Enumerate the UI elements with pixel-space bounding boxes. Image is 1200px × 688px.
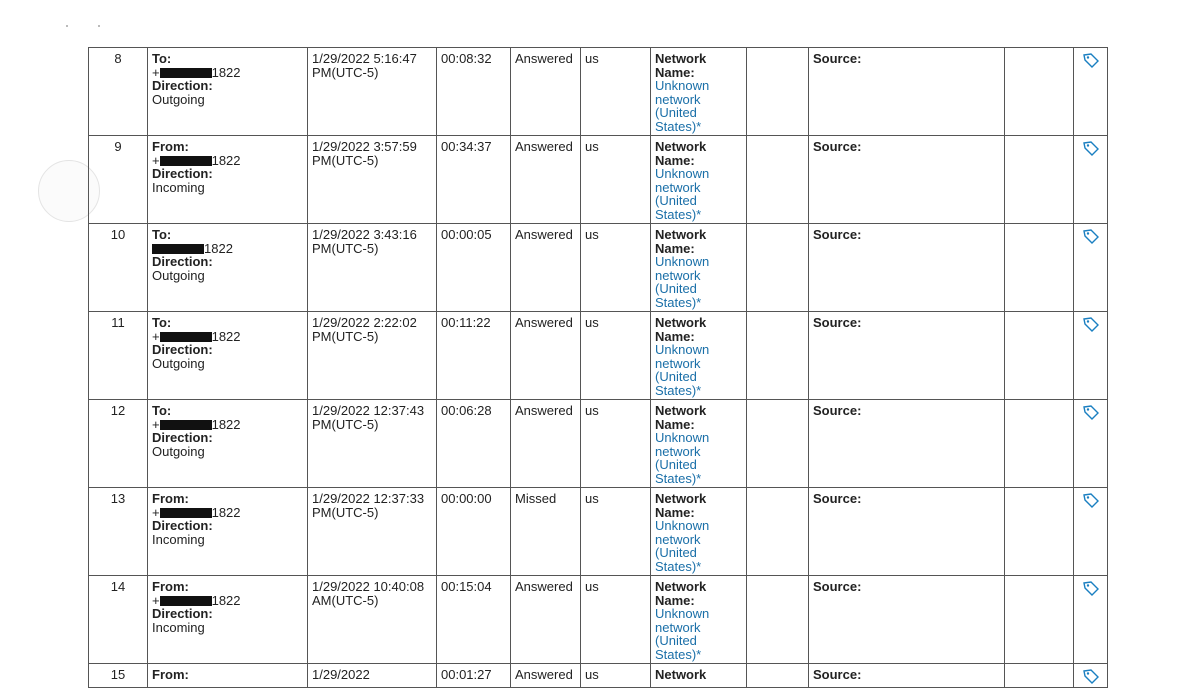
country-value: us — [585, 491, 599, 506]
direction-label: Direction: — [152, 342, 213, 357]
status-cell — [511, 664, 581, 688]
duration-value: 00:06:28 — [441, 403, 492, 418]
status-cell — [511, 488, 581, 576]
row-index — [89, 136, 148, 224]
row-index-value: 10 — [110, 227, 126, 242]
source-cell — [809, 48, 1005, 136]
country-value: us — [585, 315, 599, 330]
status-value: Answered — [515, 403, 573, 418]
empty-cell — [1005, 488, 1074, 576]
network-cell — [651, 664, 747, 688]
source-label: Source: — [813, 227, 862, 242]
redaction-bar — [160, 332, 212, 342]
direction-value: Incoming — [152, 179, 205, 195]
phone-number — [152, 66, 303, 80]
party-cell — [148, 576, 308, 664]
empty-cell — [747, 664, 809, 688]
network-label: Network Name: — [655, 491, 707, 520]
status-value: Answered — [515, 51, 573, 66]
timestamp-value: 1/29/2022 2:22:02 PM(UTC-5) — [312, 315, 417, 344]
direction-label: Direction: — [152, 606, 213, 621]
status-value: Answered — [515, 315, 573, 330]
tag-cell — [1074, 136, 1108, 224]
country-cell — [581, 48, 651, 136]
row-index-value: 9 — [114, 139, 122, 154]
phone-number — [152, 594, 303, 608]
tag-cell — [1074, 488, 1108, 576]
phone-suffix: 1822 — [211, 328, 241, 344]
empty-cell — [1005, 224, 1074, 312]
row-index-value: 15 — [110, 667, 126, 682]
table-row — [89, 576, 1108, 664]
row-index-value: 13 — [110, 491, 126, 506]
network-value: Unknown network (United States)* — [655, 342, 710, 398]
direction-value: Outgoing — [152, 355, 205, 371]
timestamp-value: 1/29/2022 3:43:16 PM(UTC-5) — [312, 227, 417, 256]
empty-cell — [1005, 312, 1074, 400]
duration-cell — [437, 224, 511, 312]
tag-icon — [1082, 320, 1100, 335]
phone-number — [152, 506, 303, 520]
timestamp-cell — [308, 400, 437, 488]
network-cell — [651, 488, 747, 576]
row-index — [89, 664, 148, 688]
tag-icon — [1082, 56, 1100, 71]
source-cell — [809, 488, 1005, 576]
network-value: Unknown network (United States)* — [655, 78, 710, 134]
status-cell — [511, 48, 581, 136]
status-cell — [511, 400, 581, 488]
row-index-value: 14 — [110, 579, 126, 594]
source-label: Source: — [813, 579, 862, 594]
country-cell — [581, 224, 651, 312]
redaction-bar — [160, 508, 212, 518]
party-cell — [148, 48, 308, 136]
table-row — [89, 400, 1108, 488]
source-cell — [809, 224, 1005, 312]
table-row — [89, 48, 1108, 136]
empty-cell — [747, 224, 809, 312]
phone-prefix: + — [152, 328, 160, 344]
country-cell — [581, 576, 651, 664]
country-cell — [581, 400, 651, 488]
redaction-bar — [160, 68, 212, 78]
direction-value: Outgoing — [152, 267, 205, 283]
row-index — [89, 488, 148, 576]
table-row — [89, 224, 1108, 312]
network-cell — [651, 224, 747, 312]
direction-label: Direction: — [152, 430, 213, 445]
network-value: Unknown network (United States)* — [655, 254, 710, 310]
duration-cell — [437, 576, 511, 664]
table-row — [89, 488, 1108, 576]
direction-value: Outgoing — [152, 91, 205, 107]
redaction-bar — [160, 596, 212, 606]
status-cell — [511, 576, 581, 664]
country-value: us — [585, 227, 599, 242]
table-row — [89, 136, 1108, 224]
network-label: Network Name: — [655, 579, 707, 608]
network-value: Unknown network (United States)* — [655, 430, 710, 486]
direction-value: Outgoing — [152, 443, 205, 459]
call-log-rows — [89, 48, 1108, 688]
direction-label: Direction: — [152, 254, 213, 269]
tag-cell — [1074, 224, 1108, 312]
direction-label: Direction: — [152, 166, 213, 181]
timestamp-cell — [308, 312, 437, 400]
row-index — [89, 48, 148, 136]
status-cell — [511, 312, 581, 400]
tag-cell — [1074, 312, 1108, 400]
phone-prefix: + — [152, 416, 160, 432]
duration-value: 00:34:37 — [441, 139, 492, 154]
tag-icon — [1082, 672, 1100, 687]
duration-cell-value: 00:01:27 — [441, 667, 492, 682]
table-row — [89, 312, 1108, 400]
party-cell — [148, 136, 308, 224]
direction-label: Direction: — [152, 518, 213, 533]
empty-cell — [1005, 576, 1074, 664]
network-cell — [651, 400, 747, 488]
source-cell — [809, 312, 1005, 400]
country-value: us — [585, 579, 599, 594]
tag-icon — [1082, 496, 1100, 511]
network-label: Network Name: — [655, 139, 707, 168]
source-cell-value: Source: — [813, 667, 862, 682]
timestamp-value: 1/29/2022 10:40:08 AM(UTC-5) — [312, 579, 425, 608]
party-cell — [148, 488, 308, 576]
redaction-bar — [160, 156, 212, 166]
row-index-value: 11 — [111, 315, 125, 330]
source-label: Source: — [813, 139, 862, 154]
duration-cell — [437, 664, 511, 688]
source-cell — [809, 664, 1005, 688]
status-value: Answered — [515, 579, 573, 594]
row-index — [89, 224, 148, 312]
row-index — [89, 312, 148, 400]
duration-value: 00:08:32 — [441, 51, 492, 66]
party-label: From: — [152, 491, 189, 506]
status-cell-value: Answered — [515, 667, 573, 682]
tag-cell — [1074, 664, 1108, 688]
status-value: Answered — [515, 139, 573, 154]
status-cell — [511, 224, 581, 312]
duration-cell — [437, 136, 511, 224]
network-label: Network Name: — [655, 315, 707, 344]
tag-icon — [1082, 144, 1100, 159]
party-cell — [148, 400, 308, 488]
party-label: To: — [152, 403, 172, 418]
row-index-value: 12 — [110, 403, 126, 418]
tag-cell — [1074, 576, 1108, 664]
phone-suffix: 1822 — [211, 592, 241, 608]
party-label: To: — [152, 51, 172, 66]
source-label: Source: — [813, 315, 862, 330]
row-index-value: 8 — [114, 51, 122, 66]
empty-cell — [747, 312, 809, 400]
network-value: Unknown network (United States)* — [655, 166, 710, 222]
empty-cell — [747, 488, 809, 576]
empty-cell — [747, 136, 809, 224]
redaction-bar — [160, 420, 212, 430]
network-cell — [651, 48, 747, 136]
phone-suffix: 1822 — [211, 504, 241, 520]
empty-cell — [747, 48, 809, 136]
tag-cell — [1074, 400, 1108, 488]
source-label: Source: — [813, 403, 862, 418]
phone-prefix: + — [152, 64, 160, 80]
phone-suffix: 1822 — [211, 152, 241, 168]
duration-value: 00:00:00 — [441, 491, 492, 506]
timestamp-cell-value: 1/29/2022 — [312, 667, 370, 682]
country-value: us — [585, 51, 599, 66]
timestamp-value: 1/29/2022 5:16:47 PM(UTC-5) — [312, 51, 417, 80]
source-label: Source: — [813, 51, 862, 66]
network-cell — [651, 576, 747, 664]
row-index — [89, 400, 148, 488]
phone-number — [152, 418, 303, 432]
duration-value: 00:00:05 — [441, 227, 492, 242]
scan-speck — [66, 25, 68, 27]
party-cell-value: From: — [152, 667, 189, 682]
phone-suffix: 1822 — [211, 416, 241, 432]
empty-cell — [747, 400, 809, 488]
timestamp-value: 1/29/2022 3:57:59 PM(UTC-5) — [312, 139, 417, 168]
party-label: From: — [152, 139, 189, 154]
timestamp-cell — [308, 224, 437, 312]
timestamp-cell — [308, 136, 437, 224]
network-cell-value: Network — [655, 667, 707, 682]
redaction-bar — [152, 244, 204, 254]
source-cell — [809, 136, 1005, 224]
party-label: From: — [152, 579, 189, 594]
network-value: Unknown network (United States)* — [655, 606, 710, 662]
empty-cell — [1005, 664, 1074, 688]
network-label: Network Name: — [655, 403, 707, 432]
empty-cell — [747, 576, 809, 664]
empty-cell — [1005, 48, 1074, 136]
source-cell — [809, 400, 1005, 488]
timestamp-cell — [308, 664, 437, 688]
network-label: Network Name: — [655, 51, 707, 80]
scan-speck — [98, 25, 100, 27]
phone-number — [152, 154, 303, 168]
tag-icon — [1082, 584, 1100, 599]
party-cell — [148, 664, 308, 688]
timestamp-cell — [308, 48, 437, 136]
phone-number — [152, 242, 303, 256]
country-cell — [581, 136, 651, 224]
phone-suffix: 1822 — [204, 240, 233, 256]
timestamp-value: 1/29/2022 12:37:33 PM(UTC-5) — [312, 491, 425, 520]
network-value: Unknown network (United States)* — [655, 518, 710, 574]
empty-cell — [1005, 136, 1074, 224]
country-cell — [581, 488, 651, 576]
direction-label: Direction: — [152, 78, 213, 93]
party-label: To: — [152, 315, 172, 330]
call-log-table — [88, 47, 1108, 688]
status-cell — [511, 136, 581, 224]
party-label: To: — [152, 227, 172, 242]
network-cell — [651, 136, 747, 224]
status-value: Answered — [515, 227, 573, 242]
party-cell — [148, 312, 308, 400]
timestamp-cell — [308, 488, 437, 576]
row-index — [89, 576, 148, 664]
direction-value: Incoming — [152, 531, 205, 547]
duration-value: 00:15:04 — [441, 579, 492, 594]
duration-value: 00:11:22 — [441, 315, 491, 330]
phone-prefix: + — [152, 504, 160, 520]
duration-cell — [437, 488, 511, 576]
duration-cell — [437, 48, 511, 136]
phone-prefix: + — [152, 152, 160, 168]
country-value: us — [585, 403, 599, 418]
direction-value: Incoming — [152, 619, 205, 635]
source-cell — [809, 576, 1005, 664]
phone-number — [152, 330, 303, 344]
phone-prefix: + — [152, 592, 160, 608]
status-value: Missed — [515, 491, 557, 506]
duration-cell — [437, 312, 511, 400]
duration-cell — [437, 400, 511, 488]
table-row — [89, 664, 1108, 688]
timestamp-value: 1/29/2022 12:37:43 PM(UTC-5) — [312, 403, 425, 432]
phone-suffix: 1822 — [211, 64, 241, 80]
country-value: us — [585, 139, 599, 154]
party-cell — [148, 224, 308, 312]
tag-cell — [1074, 48, 1108, 136]
timestamp-cell — [308, 576, 437, 664]
tag-icon — [1082, 232, 1100, 247]
country-cell — [581, 312, 651, 400]
empty-cell — [1005, 400, 1074, 488]
network-label: Network Name: — [655, 227, 707, 256]
network-cell — [651, 312, 747, 400]
source-label: Source: — [813, 491, 862, 506]
tag-icon — [1082, 408, 1100, 423]
country-cell — [581, 664, 651, 688]
country-cell-value: us — [585, 667, 599, 682]
